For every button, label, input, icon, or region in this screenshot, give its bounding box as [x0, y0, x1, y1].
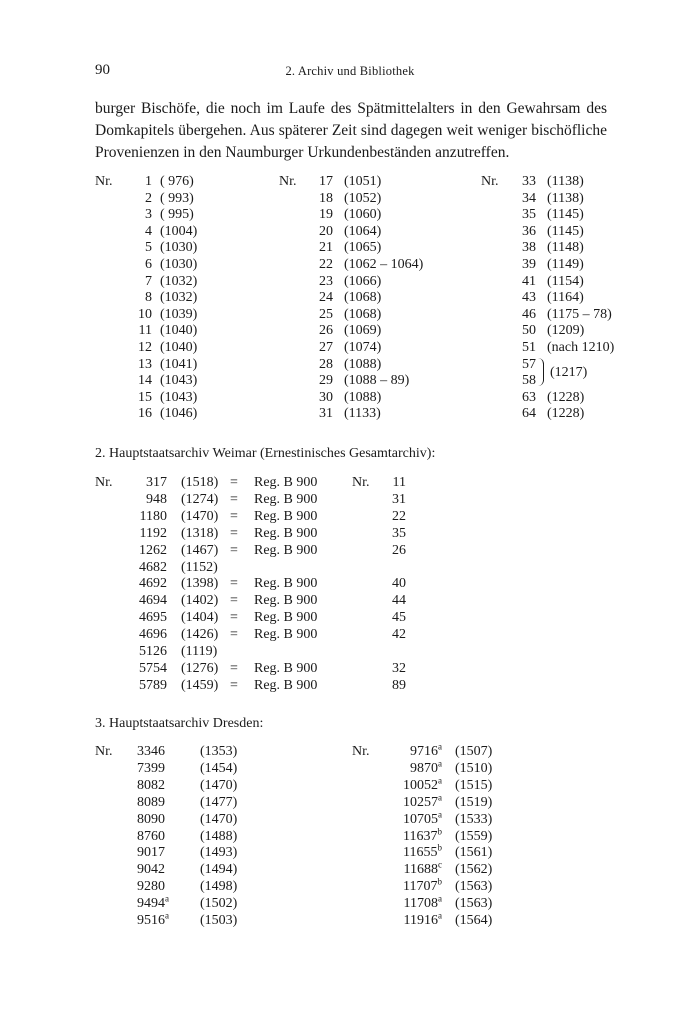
- list-year: (1228): [547, 389, 585, 405]
- footnote-letter: c: [438, 859, 442, 870]
- list-number: 33: [522, 174, 536, 189]
- list-year: (1318): [181, 525, 219, 541]
- register-ref: Reg. B 900: [254, 627, 318, 643]
- list-number: 2: [145, 190, 152, 206]
- list-number: 8: [145, 290, 152, 306]
- list-year: (1074): [344, 340, 382, 355]
- section-title: 3. Hauptstaatsarchiv Dresden:: [95, 716, 264, 731]
- list-year: (1088): [344, 389, 382, 405]
- list-number: 11: [138, 323, 152, 339]
- list-number: 29: [319, 373, 333, 389]
- list-year: (1052): [344, 190, 382, 206]
- equals-sign: =: [230, 593, 238, 609]
- list-number: 1180: [139, 508, 167, 524]
- register-ref: Reg. B 900: [254, 576, 318, 592]
- footnote-letter: a: [438, 910, 442, 921]
- list-year: ( 976): [160, 174, 194, 189]
- page-number: 90: [95, 62, 110, 78]
- list-year: (1046): [160, 406, 198, 422]
- list-number: 51: [522, 340, 536, 355]
- list-number: 948: [146, 491, 167, 507]
- list-year: (1148): [547, 240, 584, 256]
- list-year: (1510): [455, 760, 493, 776]
- list-number: 9017: [137, 845, 165, 861]
- list-year: (1470): [200, 811, 238, 827]
- list-year: (1030): [160, 240, 198, 256]
- equals-sign: =: [230, 475, 238, 490]
- list-number: 38: [522, 240, 536, 256]
- list-year: (1138): [547, 190, 584, 206]
- list-year: (1065): [344, 240, 382, 256]
- list-number: 17: [319, 174, 333, 189]
- list-number: 39: [522, 257, 536, 272]
- list-year: (1353): [200, 744, 238, 759]
- list-year: (1477): [200, 794, 238, 810]
- list-year: (1068): [344, 306, 382, 322]
- list-number: 64: [522, 406, 536, 422]
- list-number: 50: [522, 323, 536, 339]
- section-title: 2. Hauptstaatsarchiv Weimar (Ernestinisches Gesamtarchiv):: [95, 446, 436, 461]
- equals-sign: =: [230, 677, 238, 693]
- footnote-letter: a: [438, 775, 442, 786]
- list-year: (1066): [344, 273, 382, 289]
- list-number: 6: [145, 257, 152, 272]
- list-year: (1498): [200, 879, 238, 895]
- footnote-letter: b: [437, 842, 442, 853]
- list-year: (1039): [160, 306, 198, 322]
- list-year: (1164): [547, 290, 584, 306]
- list-year: (1051): [344, 174, 382, 189]
- list-year: (1563): [455, 879, 493, 895]
- list-number: 11688$^c$: [403, 859, 442, 878]
- list-year: (1175 – 78): [547, 306, 612, 322]
- list-year: (1032): [160, 290, 198, 306]
- list-number: 25: [319, 306, 333, 322]
- nr-label: Nr.: [95, 475, 113, 490]
- list-year: (1149): [547, 257, 584, 272]
- list-year: (1145): [547, 223, 584, 239]
- list-year: (1561): [455, 845, 493, 861]
- list-year: ( 993): [160, 190, 194, 206]
- nr-label: Nr.: [279, 174, 297, 189]
- list-number: 8090: [137, 811, 165, 827]
- list-year: (1274): [181, 491, 219, 507]
- list-year: (1064): [344, 223, 382, 239]
- list-year: (1004): [160, 223, 198, 239]
- list-year: (1152): [181, 559, 218, 575]
- list-number: 5126: [139, 644, 167, 659]
- list-year: (1404): [181, 610, 219, 626]
- list-year: (1133): [344, 406, 381, 422]
- list-year: (1069): [344, 323, 382, 339]
- list-number: 20: [319, 223, 333, 239]
- list-year: (1515): [455, 777, 493, 793]
- list-number: 1192: [139, 525, 167, 541]
- equals-sign: =: [230, 491, 238, 507]
- list-number: 5789: [139, 677, 167, 693]
- register-ref: Reg. B 900: [254, 525, 318, 541]
- brace-bracket: [538, 358, 544, 386]
- equals-sign: =: [230, 576, 238, 592]
- list-number: 11916$^a$: [403, 910, 442, 928]
- list-year: (1459): [181, 677, 219, 693]
- list-number: 15: [138, 389, 152, 405]
- list-number: 22: [319, 257, 333, 272]
- list-number: 34: [522, 190, 536, 206]
- list-year: (1564): [455, 913, 493, 928]
- footnote-letter: a: [438, 808, 442, 819]
- list-number: 16: [138, 406, 152, 422]
- list-number: 1262: [139, 542, 167, 558]
- list-number: 3346: [137, 744, 165, 759]
- nr-label: Nr.: [352, 475, 370, 490]
- list-number: 9042: [137, 862, 165, 878]
- list-year: (1068): [344, 290, 382, 306]
- list-year: (1040): [160, 323, 198, 339]
- footnote-letter: b: [437, 825, 442, 836]
- list-number: 41: [522, 273, 536, 289]
- list-number: 28: [319, 356, 333, 372]
- list-number: 22: [392, 508, 406, 524]
- register-ref: Reg. B 900: [254, 593, 318, 609]
- list-year: (1030): [160, 257, 198, 272]
- list-number: 31: [392, 491, 406, 507]
- list-year: (1228): [547, 406, 585, 422]
- list-number: 10: [138, 306, 152, 322]
- list-year: (1040): [160, 340, 198, 355]
- list-number: 24: [319, 290, 333, 306]
- list-number: 5754: [139, 660, 167, 676]
- list-number: 10052$^a$: [403, 775, 442, 793]
- list-year: (1518): [181, 475, 219, 490]
- nr-label: Nr.: [95, 174, 113, 189]
- list-number: 3: [145, 207, 152, 223]
- list-number: 19: [319, 207, 333, 223]
- list-number: 4696: [139, 627, 167, 643]
- list-number: 26: [319, 323, 333, 339]
- list-number: 11: [392, 475, 406, 490]
- equals-sign: =: [230, 508, 238, 524]
- list-number: 43: [522, 290, 536, 306]
- list-number: 36: [522, 223, 536, 239]
- list-number: 4694: [139, 593, 167, 609]
- register-ref: Reg. B 900: [254, 660, 318, 676]
- list-number: 8082: [137, 777, 165, 793]
- list-year: (1060): [344, 207, 382, 223]
- list-number: 9870$^a$: [410, 758, 442, 776]
- list-year: (1217): [550, 364, 588, 380]
- list-number: 10257$^a$: [403, 792, 442, 810]
- list-number: 30: [319, 389, 333, 405]
- list-year: (1470): [200, 777, 238, 793]
- list-number: 9516$^a$: [137, 910, 169, 928]
- list-year: (1488): [200, 828, 238, 844]
- list-year: (1043): [160, 373, 198, 389]
- list-number: 8760: [137, 828, 165, 844]
- footnote-letter: b: [437, 876, 442, 887]
- list-year: (1119): [181, 644, 218, 659]
- list-number: 8089: [137, 794, 165, 810]
- list-number: 26: [392, 542, 406, 558]
- list-number: 27: [319, 340, 333, 355]
- list-number: 9494$^a$: [137, 893, 169, 912]
- list-year: (1562): [455, 862, 493, 878]
- list-year: (1563): [455, 896, 493, 912]
- intro-paragraph: [95, 98, 607, 164]
- list-year: (1209): [547, 323, 585, 339]
- list-number: 7399: [137, 760, 165, 776]
- list-year: (1276): [181, 660, 219, 676]
- list-number: 4682: [139, 559, 167, 575]
- equals-sign: =: [230, 525, 238, 541]
- list-number: 18: [319, 190, 333, 206]
- list-number: 5: [145, 240, 152, 256]
- list-year: (1470): [181, 508, 219, 524]
- intro-text: burger Bischöfe, die noch im Laufe des Spätmittelalters in den Gewahrsam des Domkapitels übergehen. Aus späterer Zeit sind dagegen weit weniger bischöfliche Provenienzen in den Naumburger Urkundenbeständen anzutreffen.: [95, 100, 607, 161]
- running-head: 2. Archiv und Bibliothek: [285, 64, 415, 78]
- footnote-letter: a: [438, 792, 442, 803]
- equals-sign: =: [230, 542, 238, 558]
- list-year: (1032): [160, 273, 198, 289]
- nr-label: Nr.: [352, 744, 370, 759]
- list-number: 23: [319, 273, 333, 289]
- list-number: 10705$^a$: [403, 808, 442, 827]
- list-number: 35: [522, 207, 536, 223]
- list-year: (1088 – 89): [344, 373, 410, 389]
- list-year: (1533): [455, 811, 493, 827]
- list-year: (1493): [200, 845, 238, 861]
- list-number: 32: [392, 660, 406, 676]
- list-year: (1503): [200, 913, 238, 928]
- equals-sign: =: [230, 627, 238, 643]
- list-year: ( 995): [160, 207, 194, 223]
- list-number: 44: [392, 593, 406, 609]
- list-number: 57: [522, 356, 536, 372]
- list-number: 317: [146, 475, 167, 490]
- footnote-letter: a: [438, 741, 442, 752]
- list-year: (1398): [181, 576, 219, 592]
- list-number: 13: [138, 356, 152, 372]
- register-ref: Reg. B 900: [254, 542, 318, 558]
- register-ref: Reg. B 900: [254, 475, 318, 490]
- list-year: (1043): [160, 389, 198, 405]
- list-year: (1041): [160, 356, 198, 372]
- list-number: 35: [392, 525, 406, 541]
- list-number: 42: [392, 627, 406, 643]
- list-year: (1454): [200, 760, 238, 776]
- list-number: 11637$^b$: [403, 825, 442, 844]
- list-year: (1559): [455, 828, 493, 844]
- register-ref: Reg. B 900: [254, 491, 318, 507]
- list-number: 12: [138, 340, 152, 355]
- list-number: 4: [145, 223, 152, 239]
- list-year: (nach 1210): [547, 340, 615, 355]
- list-number: 7: [145, 273, 152, 289]
- list-year: (1467): [181, 542, 219, 558]
- list-number: 45: [392, 610, 406, 626]
- list-number: 31: [319, 406, 333, 422]
- footnote-letter: a: [438, 758, 442, 769]
- list-number: 63: [522, 389, 536, 405]
- register-ref: Reg. B 900: [254, 508, 318, 524]
- footnote-letter: a: [165, 893, 169, 904]
- list-year: (1062 – 1064): [344, 257, 424, 272]
- register-ref: Reg. B 900: [254, 610, 318, 626]
- list-number: 14: [138, 373, 152, 389]
- list-number: 1: [145, 174, 152, 189]
- list-year: (1494): [200, 862, 238, 878]
- list-number: 89: [392, 677, 406, 693]
- equals-sign: =: [230, 660, 238, 676]
- list-number: 11655$^b$: [403, 842, 442, 861]
- list-year: (1138): [547, 174, 584, 189]
- register-ref: Reg. B 900: [254, 677, 318, 693]
- list-year: (1088): [344, 356, 382, 372]
- list-number: 58: [522, 373, 536, 389]
- list-number: 40: [392, 576, 406, 592]
- list-number: 4695: [139, 610, 167, 626]
- nr-label: Nr.: [95, 744, 113, 759]
- list-year: (1426): [181, 627, 219, 643]
- list-number: 46: [522, 306, 536, 322]
- footnote-letter: a: [438, 893, 442, 904]
- list-number: 11707$^b$: [403, 876, 442, 895]
- list-year: (1502): [200, 896, 238, 912]
- list-year: (1145): [547, 207, 584, 223]
- list-year: (1519): [455, 794, 493, 810]
- equals-sign: =: [230, 610, 238, 626]
- list-number: 4692: [139, 576, 167, 592]
- list-year: (1154): [547, 273, 584, 289]
- list-year: (1402): [181, 593, 219, 609]
- list-year: (1507): [455, 744, 493, 759]
- list-number: 21: [319, 240, 333, 256]
- footnote-letter: a: [165, 910, 169, 921]
- list-number: 11708$^a$: [403, 893, 442, 912]
- list-number: 9716$^a$: [410, 741, 442, 759]
- nr-label: Nr.: [481, 174, 499, 189]
- list-number: 9280: [137, 879, 165, 895]
